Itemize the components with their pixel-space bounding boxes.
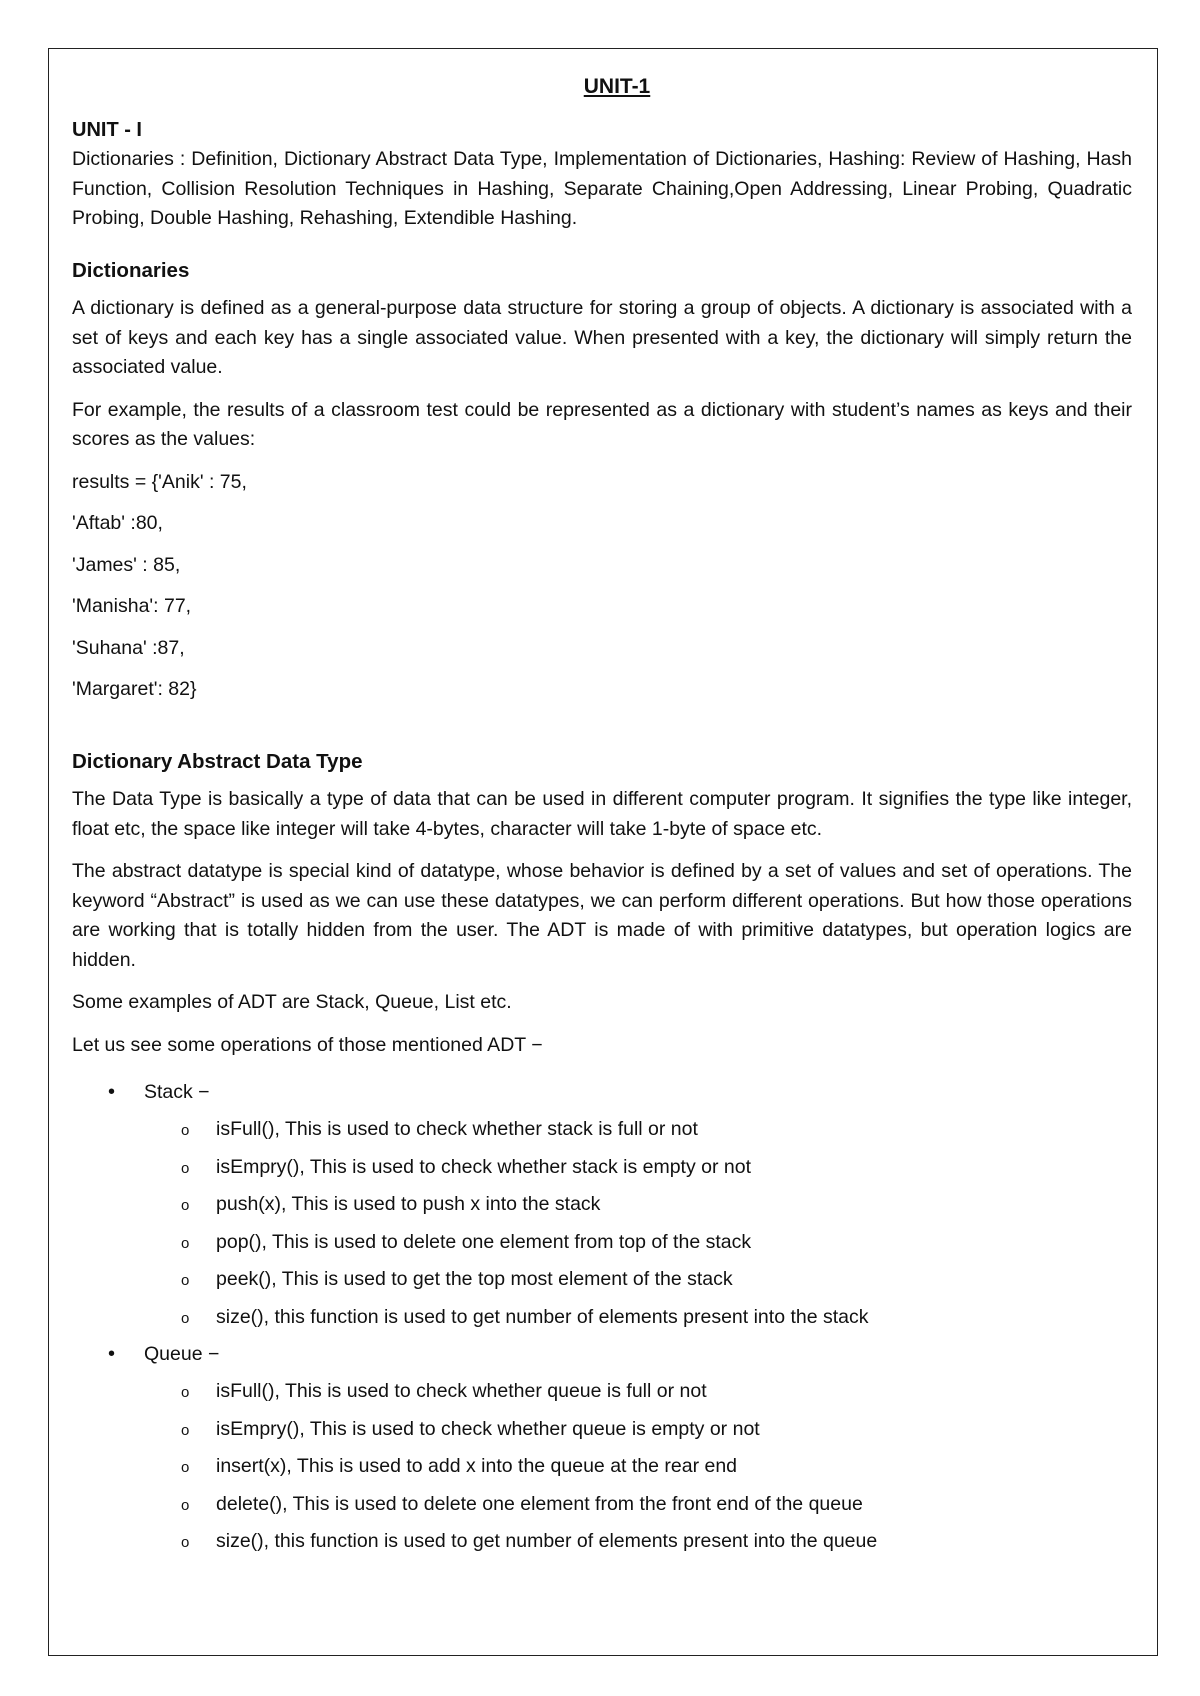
sub-list-item-text: delete(), This is used to delete one element from the front end of the queue [216, 1492, 863, 1515]
sub-list-item-text: size(), this function is used to get number of elements present into the queue [216, 1530, 878, 1552]
list-item-stack [72, 1074, 1132, 1336]
bullet-icon: • [108, 1081, 116, 1103]
list-item-label: Queue − [144, 1343, 220, 1365]
sub-list-item-text: isFull(), This is used to check whether queue is full or not [216, 1380, 707, 1402]
sub-list-item [144, 1299, 1132, 1337]
sub-list-item [144, 1186, 1132, 1224]
sub-list-item-text: size(), this function is used to get number of elements present into the stack [216, 1305, 869, 1328]
code-line: 'Suhana' :87, [72, 636, 185, 659]
adt-paragraph-4: Let us see some operations of those mentioned ADT − [72, 1033, 543, 1056]
code-line: 'James' : 85, [72, 553, 181, 576]
section-heading-adt: Dictionary Abstract Data Type [72, 749, 363, 773]
code-line: 'Manisha': 77, [72, 595, 192, 617]
syllabus-text: Dictionaries : Definition, Dictionary Abstract Data Type, Implementation of Dictionaries, Hashing: Review of Hashing, Hash Function, Collision Resolution Techniques in Hashing, Separate Chaining,Open Addressing, Linear Probing, Quadratic Probing, Double Hashing, Rehashing, Extendible Hashing. [72, 148, 1132, 229]
sub-list-item-text: isEmpry(), This is used to check whether stack is empty or not [216, 1155, 751, 1178]
circle-bullet-icon: o [181, 1421, 190, 1439]
sub-list-item [144, 1373, 1132, 1411]
adt-paragraph-3: Some examples of ADT are Stack, Queue, List etc. [72, 991, 512, 1013]
sub-list-item-text: isFull(), This is used to check whether stack is full or not [216, 1118, 698, 1140]
sub-list-item-text: insert(x), This is used to add x into the queue at the rear end [216, 1455, 738, 1477]
sub-list-item [144, 1261, 1132, 1299]
sub-list-item [144, 1111, 1132, 1149]
circle-bullet-icon: o [181, 1159, 190, 1177]
adt-paragraph-1: The Data Type is basically a type of data that can be used in different computer program. It signifies the type like integer, float etc, the space like integer will take 4-bytes, character will take 1-byte of space etc. [72, 788, 1132, 840]
sub-list-item [144, 1486, 1132, 1524]
bullet-icon: • [108, 1343, 116, 1365]
circle-bullet-icon: o [181, 1384, 190, 1401]
circle-bullet-icon: o [181, 1197, 190, 1214]
dictionaries-paragraph-2: For example, the results of a classroom test could be represented as a dictionary with student’s names as keys and their scores as the values: [72, 398, 1132, 450]
code-line: 'Aftab' :80, [72, 512, 163, 534]
circle-bullet-icon: o [181, 1122, 190, 1139]
queue-operations-sublist [144, 1373, 1132, 1561]
document-body [72, 72, 1132, 1561]
sub-list-item-text: peek(), This is used to get the top most element of the stack [216, 1268, 733, 1290]
circle-bullet-icon: o [181, 1309, 190, 1327]
code-line: results = {'Anik' : 75, [72, 470, 247, 493]
sub-list-item-text: pop(), This is used to delete one element from top of the stack [216, 1230, 752, 1253]
section-heading-dictionaries: Dictionaries [72, 258, 190, 282]
sub-list-item [144, 1448, 1132, 1486]
circle-bullet-icon: o [181, 1234, 190, 1252]
adt-paragraph-2: The abstract datatype is special kind of datatype, whose behavior is defined by a set of values and set of operations. The keyword “Abstract” is used as we can use these datatypes, we can perform different operations. But how those operations are working that is totally hidden from the user. The ADT is made of with primitive datatypes, but operation logics are hidden. [72, 860, 1132, 971]
adt-operations-list [72, 1074, 1132, 1561]
circle-bullet-icon: o [181, 1534, 190, 1551]
document-title: UNIT-1 [583, 75, 651, 98]
dictionaries-paragraph-1: A dictionary is defined as a general-purpose data structure for storing a group of objects. A dictionary is associated with a set of keys and each key has a single associated value. When presented with a key, the dictionary will simply return the associated value. [72, 297, 1132, 378]
sub-list-item-text: push(x), This is used to push x into the stack [216, 1193, 601, 1215]
sub-list-item [144, 1411, 1132, 1449]
unit-heading: UNIT - I [72, 118, 142, 141]
spacer [72, 717, 1132, 747]
sub-list-item [144, 1523, 1132, 1561]
stack-operations-sublist [144, 1111, 1132, 1336]
list-item-label: Stack − [144, 1081, 210, 1103]
sub-list-item [144, 1224, 1132, 1262]
circle-bullet-icon: o [181, 1459, 190, 1476]
list-item-queue [72, 1336, 1132, 1561]
circle-bullet-icon: o [181, 1496, 190, 1514]
code-line: 'Margaret': 82} [72, 678, 197, 700]
circle-bullet-icon: o [181, 1272, 190, 1289]
sub-list-item [144, 1149, 1132, 1187]
sub-list-item-text: isEmpry(), This is used to check whether queue is empty or not [216, 1417, 760, 1440]
